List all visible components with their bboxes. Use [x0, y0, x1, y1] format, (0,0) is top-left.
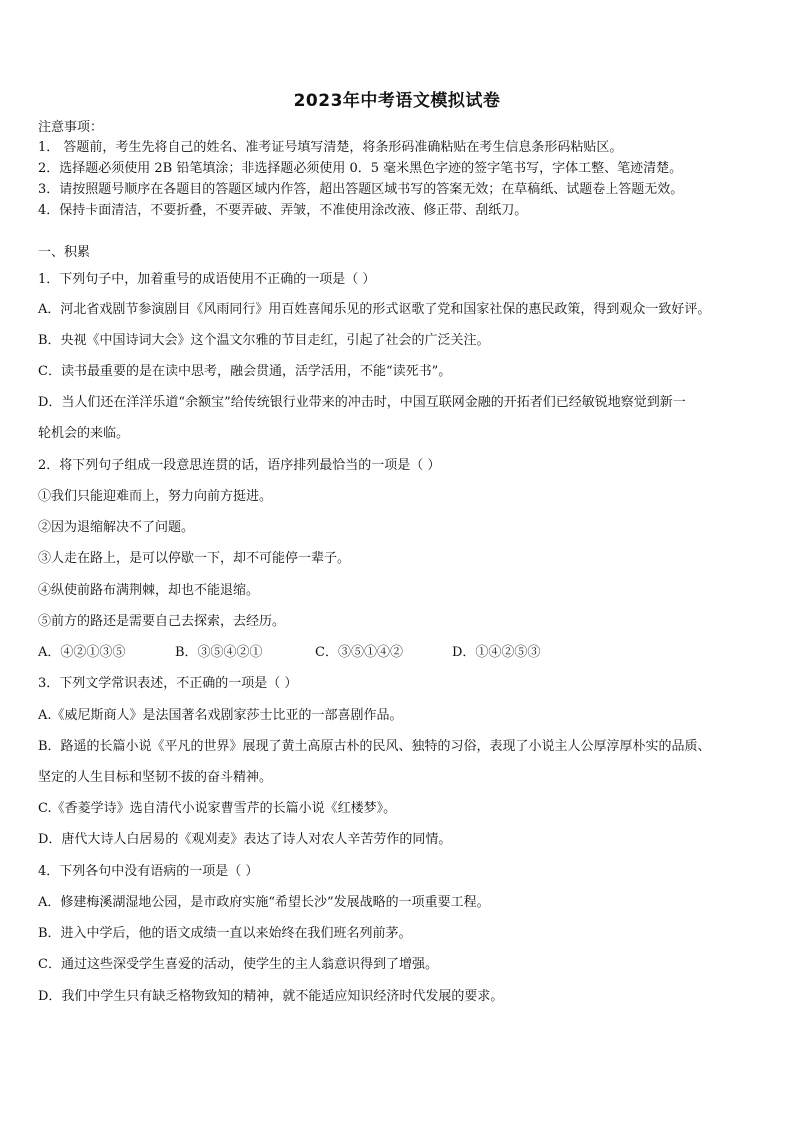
q2-option-b: B．③⑤④②①: [175, 645, 263, 660]
q2-sentence-1: ①我们只能迎难而上，努力向前方挺进。: [38, 489, 273, 504]
section-heading: 一、积累: [38, 245, 91, 260]
notice-item-4: 4．保持卡面清洁，不要折叠，不要弄破、弄皱，不准使用涂改液、修正带、刮纸刀。: [38, 203, 528, 218]
q2-sentence-2: ②因为退缩解决不了问题。: [38, 520, 195, 535]
q3-stem: 3．下列文学常识表述，不正确的一项是（ ）: [38, 676, 298, 691]
notice-heading: 注意事项：: [38, 120, 104, 135]
q3-option-d: D．唐代大诗人白居易的《观刈麦》表达了诗人对农人辛苦劳作的同情。: [38, 832, 452, 847]
page-title: 2023年中考语文模拟试卷: [293, 91, 501, 111]
q2-option-a: A．④②①③⑤: [38, 645, 126, 660]
notice-item-2: 2．选择题必须使用 2B 铅笔填涂；非选择题必须使用 0．5 毫米黑色字迹的签字笔书写，字体工整、笔迹清楚。: [38, 161, 683, 176]
q1-option-a: A．河北省戏剧节参演剧目《风雨同行》用百姓喜闻乐见的形式讴歌了党和国家社保的惠民政策，得到观众一致好评。: [38, 302, 711, 317]
q2-option-c: C．③⑤①④②: [315, 645, 403, 660]
q3-option-c: C.《香菱学诗》选自清代小说家曹雪芹的长篇小说《红楼梦》。: [38, 801, 397, 816]
q4-stem: 4．下列各句中没有语病的一项是（ ）: [38, 864, 259, 879]
q4-option-a: A．修建梅溪湖湿地公园，是市政府实施“希望长沙”发展战略的一项重要工程。: [38, 895, 490, 910]
q4-option-c: C．通过这些深受学生喜爱的活动，使学生的主人翁意识得到了增强。: [38, 957, 438, 972]
q1-option-b: B．央视《中国诗词大会》这个温文尔雅的节目走红，引起了社会的广泛关注。: [38, 333, 490, 348]
q1-stem: 1．下列句子中，加着重号的成语使用不正确的一项是（ ）: [38, 272, 376, 287]
q3-option-b-line1: B．路遥的长篇小说《平凡的世界》展现了黄土高原古朴的民风、独特的习俗，表现了小说主人公厚淳厚朴实的品质、: [38, 739, 711, 754]
q2-stem: 2．将下列句子组成一段意思连贯的话，语序排列最恰当的一项是（ ）: [38, 458, 441, 473]
q4-option-b: B．进入中学后，他的语文成绩一直以来始终在我们班名列前茅。: [38, 926, 412, 941]
q1-option-d-line2: 轮机会的来临。: [38, 426, 130, 441]
notice-item-1: 1． 答题前，考生先将自己的姓名、准考证号填写清楚，将条形码准确粘贴在考生信息条形码粘贴区。: [38, 140, 623, 155]
q3-option-b-line2: 坚定的人生目标和坚韧不拔的奋斗精神。: [38, 770, 273, 785]
q2-sentence-4: ④纵使前路布满荆棘，却也不能退缩。: [38, 583, 260, 598]
q1-option-d-line1: D．当人们还在洋洋乐道“余额宝”给传统银行业带来的冲击时，中国互联网金融的开拓者们已经敏锐地察觉到新一: [38, 395, 686, 410]
q3-option-a: A.《威尼斯商人》是法国著名戏剧家莎士比亚的一部喜剧作品。: [38, 708, 403, 723]
notice-item-3: 3．请按照题号顺序在各题目的答题区域内作答，超出答题区域书写的答案无效；在草稿纸、试题卷上答题无效。: [38, 182, 684, 197]
q2-sentence-3: ③人走在路上，是可以停歇一下，却不可能停一辈子。: [38, 551, 351, 566]
q4-option-d: D．我们中学生只有缺乏格物致知的精神，就不能适应知识经济时代发展的要求。: [38, 989, 504, 1004]
q2-option-d: D．①④②⑤③: [452, 645, 541, 660]
q1-option-c: C．读书最重要的是在读中思考，融会贯通，活学活用，不能“读死书”。: [38, 364, 452, 379]
q2-sentence-5: ⑤前方的路还是需要自己去探索，去经历。: [38, 614, 286, 629]
